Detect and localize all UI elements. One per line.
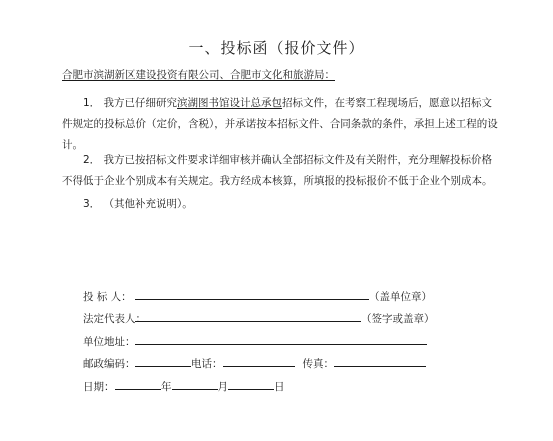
year-label: 年 <box>161 381 172 393</box>
day-label: 日 <box>274 381 285 393</box>
month-label: 月 <box>217 381 228 393</box>
addressee-line: 合肥市滨湖新区建设投资有限公司、合肥市文化和旅游局： <box>62 69 335 81</box>
fax-blank[interactable] <box>334 354 426 367</box>
month-blank[interactable] <box>172 377 218 390</box>
phone-blank[interactable] <box>223 354 295 367</box>
bidder-blank[interactable] <box>135 287 369 300</box>
address-blank[interactable] <box>135 332 427 345</box>
contact-row <box>83 354 426 368</box>
postcode-blank[interactable] <box>135 354 191 367</box>
paragraph-1-prefix: 1． 我方已仔细研究 <box>83 97 178 109</box>
bidder-note: （盖单位章） <box>369 291 432 303</box>
legal-rep-note: （签字或盖章） <box>361 313 435 325</box>
address-row <box>83 332 427 346</box>
bidder-label: 投 标 人： <box>83 291 132 303</box>
year-blank[interactable] <box>115 377 161 390</box>
date-row <box>83 377 285 391</box>
fax-label: 传真： <box>302 358 334 370</box>
paragraph-3: 3． （其他补充说明）。 <box>83 198 193 210</box>
legal-rep-blank[interactable] <box>135 309 361 322</box>
document-title: 一、投标函（报价文件） <box>188 39 365 57</box>
paragraph-1-suffix: 招标文件，在考察工程现场后，愿意以招标文件规定的投标总价（定价，含税），并承诺按本招标文件、合同条款的条件，承担上述工程的设计。 <box>62 97 498 151</box>
day-blank[interactable] <box>228 377 274 390</box>
paragraph-1 <box>62 93 498 156</box>
legal-rep-label: 法定代表人： <box>83 313 146 325</box>
address-label: 单位地址： <box>83 336 136 348</box>
paragraph-2: 2． 我方已按招标文件要求详细审核并确认全部招标文件及有关附件，充分理解投标价格不得低于企业个别成本有关规定。我方经成本核算，所填报的投标报价不低于企业个别成本。 <box>62 154 493 187</box>
project-name: 滨湖图书馆设计总承包 <box>177 97 283 109</box>
legal-rep-row <box>83 309 435 323</box>
bidder-row <box>83 287 432 301</box>
phone-label: 电话： <box>191 358 223 370</box>
date-label: 日期： <box>83 381 115 393</box>
postcode-label: 邮政编码： <box>83 358 136 370</box>
